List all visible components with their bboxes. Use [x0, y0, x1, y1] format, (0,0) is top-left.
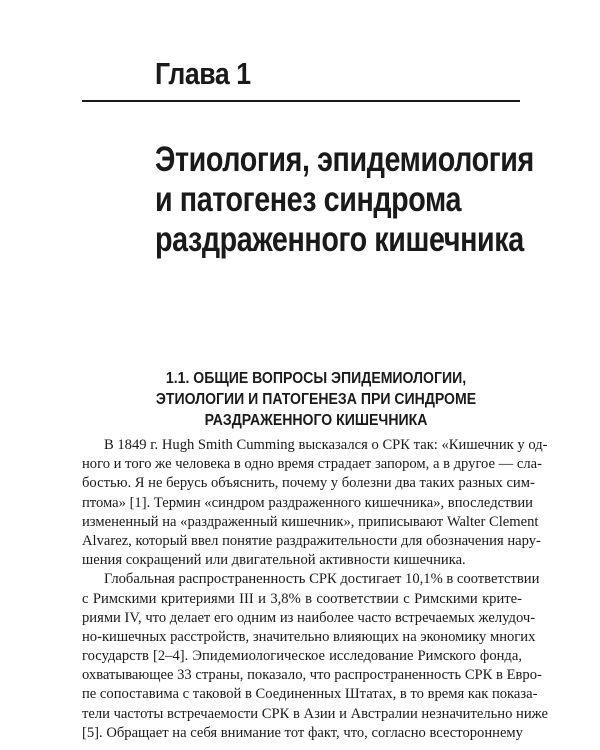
text-line: пе сопоставима с таковой в Соединенных Штатах, в то время как показа- [82, 686, 538, 703]
chapter-divider [82, 100, 520, 102]
chapter-title-line: и патогенез синдрома [155, 180, 462, 219]
chapter-title-line: Этиология, эпидемиология [155, 140, 534, 179]
section-heading-line: 1.1. ОБЩИЕ ВОПРОСЫ ЭПИДЕМИОЛОГИИ, [165, 370, 467, 387]
text-line: измененный на «раздраженный кишечник», приписывают Walter Clement [82, 513, 539, 530]
text-line: птома» [1]. Термин «синдром раздраженного кишечника», впоследствии [82, 494, 533, 511]
text-line: охватывающее 33 страны, показало, что распространенность СРК в Евро- [82, 667, 542, 684]
chapter-title-line: раздраженного кишечника [155, 220, 524, 259]
section-heading [136, 368, 495, 431]
body-text [82, 436, 549, 743]
section-heading-line: ЭТИОЛОГИИ И ПАТОГЕНЕЗА ПРИ СИНДРОМЕ [155, 391, 477, 408]
text-line: Alvarez, который ввел понятие раздражительности для обозначения нару- [82, 532, 541, 549]
text-line: тели частоты встречаемости СРК в Азии и Австралии незначительно ниже [82, 705, 549, 722]
text-line: В 1849 г. Hugh Smith Cumming высказался о СРК так: «Кишечник у од- [104, 437, 548, 453]
text-line: но-кишечных расстройств, значительно влияющих на экономику многих [82, 628, 536, 645]
text-line: [5]. Обращает на себя внимание тот факт, что, согласно всестороннему [82, 724, 523, 741]
chapter-label: Глава 1 [155, 56, 251, 91]
text-line: Глобальная распространенность СРК достигает 10,1% в соответствии [104, 571, 540, 588]
text-line: шения сокращений или двигательной активности кишечника. [82, 552, 466, 569]
paragraph-1 [82, 436, 548, 570]
text-line: бостью. Я не берусь объяснить, почему у болезни два таких разных сим- [82, 475, 535, 492]
text-line: с Римскими критериями III и 3,8% в соответствии с Римскими крите- [82, 590, 522, 607]
text-line: ного и того же человека в одно время страдает запором, а в другое — сла- [82, 456, 543, 473]
chapter-title [155, 140, 534, 260]
text-line: государств [2–4]. Эпидемиологическое исследование Римского фонда, [82, 648, 522, 665]
text-line: риями IV, что делает его одним из наиболее часто встречаемых желудоч- [82, 609, 536, 626]
paragraph-2 [82, 570, 549, 743]
section-heading-line: РАЗДРАЖЕННОГО КИШЕЧНИКА [204, 412, 428, 429]
